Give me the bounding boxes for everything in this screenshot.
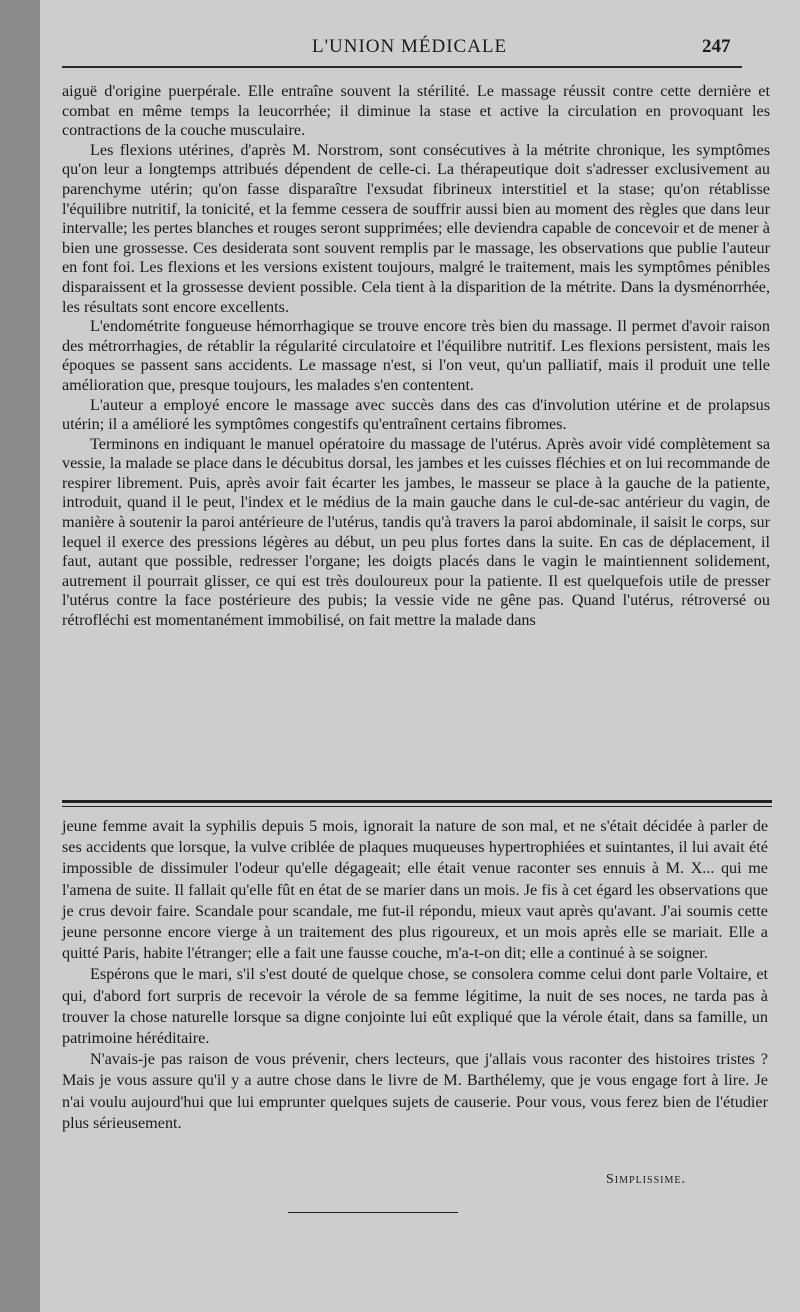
running-title: L'UNION MÉDICALE [312, 36, 508, 57]
note-paragraph: N'avais-je pas raison de vous prévenir, chers lecteurs, que j'allais vous raconter des histoires tristes ? Mais je vous assure qu'il y a autre chose dans le livre de M. Barthélemy, que je vous engage fort à lire. Je n'ai voulu aujourd'hui que lui emprunter quelques sujets de causerie. Pour vous, vous ferez bien de l'étudier plus sérieusement. [62, 1050, 768, 1132]
paragraph: L'endométrite fongueuse hémorrhagique se trouve encore très bien du massage. Il permet d'avoir raison des métrorrhagies, de rétablir la régularité circulatoire et l'équilibre nutritif. Les flexions persistent, mais les époques se passent sans accidents. Le massage n'est, si l'on veut, qu'un palliatif, mais il produit une telle amélioration que, presque toujours, les malades s'en contentent. [62, 317, 770, 394]
section-divider-thin [62, 806, 772, 807]
paragraph: aiguë d'origine puerpérale. Elle entraîne souvent la stérilité. Le massage réussit contre cette dernière et combat en même temps la leucorrhée; il diminue la stase et active la circulation en provoquant les contractions de la couche musculaire. [62, 82, 770, 140]
page-header [40, 36, 800, 60]
end-rule [288, 1212, 458, 1213]
note-paragraph: jeune femme avait la syphilis depuis 5 mois, ignorait la nature de son mal, et ne s'était décidée à parler de ses accidents que lorsque, la vulve criblée de plaques muqueuses hypertrophiées et suintantes, il lui avait été impossible de dissimuler l'odeur qu'elle dégageait; elle était venue raconter ses ennuis à M. X... qui me l'amena de suite. Il fallait qu'elle fût en état de se marier dans un mois. Je fis à cet égard les observations que je crus devoir faire. Scandale pour scandale, me fut-il répondu, mieux vaut après qu'avant. J'ai soumis cette jeune personne encore vierge à un traitement des plus rigoureux, et un mois après elle se mariait. Elle a quitté Paris, habite l'étranger; elle a fait une fausse couche, m'a-t-on dit; elle a continué à se soigner. [62, 817, 768, 963]
note-paragraph: Espérons que le mari, s'il s'est douté de quelque chose, se consolera comme celui dont parle Voltaire, et qui, d'abord fort surpris de recevoir la vérole de sa femme légitime, la nuit de ses noces, ne tarda pas à trouver la chose naturelle lorsque sa digne conjointe lui eût expliqué que la vérole était, dans sa famille, un patrimoine héréditaire. [62, 965, 768, 1048]
paragraph: Terminons en indiquant le manuel opératoire du massage de l'utérus. Après avoir vidé complètement sa vessie, la malade se place dans le décubitus dorsal, les jambes et les cuisses fléchies et on lui recommande de respirer librement. Puis, après avoir fait écarter les jambes, le masseur se place à la gauche de la patiente, introduit, quand il le peut, l'index et le médius de la main gauche dans le cul-de-sac antérieur du vagin, de manière à soutenir la paroi antérieure de l'utérus, tandis qu'à travers la paroi abdominale, il saisit le corps, sur lequel il exerce des pressions légères au début, un peu plus fortes dans la suite. En cas de déplacement, il faut, autant que possible, redresser l'organe; les doigts placés dans le vagin le maintiennent solidement, autrement il pourrait glisser, ce qui est très douloureux pour la patiente. Il est quelquefois utile de presser l'utérus contre la face postérieure des pubis; la vessie vide ne gêne pas. Quand l'utérus, rétroversé ou rétrofléchi est momentanément immobilisé, on fait mettre la malade dans [62, 434, 770, 630]
paragraph: L'auteur a employé encore le massage avec succès dans des cas d'involution utérine et de prolapsus utérin; il a amélioré les symptômes congestifs qu'entraînent certains fibromes. [62, 395, 770, 434]
document-page [40, 0, 800, 1312]
feuilleton-text [62, 816, 768, 1134]
page-number: 247 [702, 36, 731, 57]
header-rule [62, 66, 742, 68]
paragraph: Les flexions utérines, d'après M. Norstrom, sont consécutives à la métrite chronique, les symptômes qu'on leur a longtemps attribués dépendent de celle-ci. La thérapeutique doit s'adresser exclusivement au parenchyme utérin; qu'on fasse disparaître l'exsudat fibrineux interstitiel et la stase; qu'on rétablisse l'équilibre nutritif, la tonicité, et la femme cessera de souffrir aussi bien au moment des règles que dans leur intervalle; les pertes blanches et rouges seront supprimées; elle deviendra capable de concevoir et de mener à bien une grossesse. Ces desiderata sont souvent remplis par le massage, les observations que publie l'auteur en font foi. Les flexions et les versions existent toujours, malgré le traitement, mais les symptômes pénibles disparaissent et la grossesse devient possible. Cela tient à la disparition de la métrite. Dans la dysménorrhée, les résultats sont encore excellents. [62, 140, 770, 316]
main-text-column [62, 82, 770, 631]
signature: Simplissime. [606, 1172, 686, 1187]
section-divider-thick [62, 800, 772, 803]
